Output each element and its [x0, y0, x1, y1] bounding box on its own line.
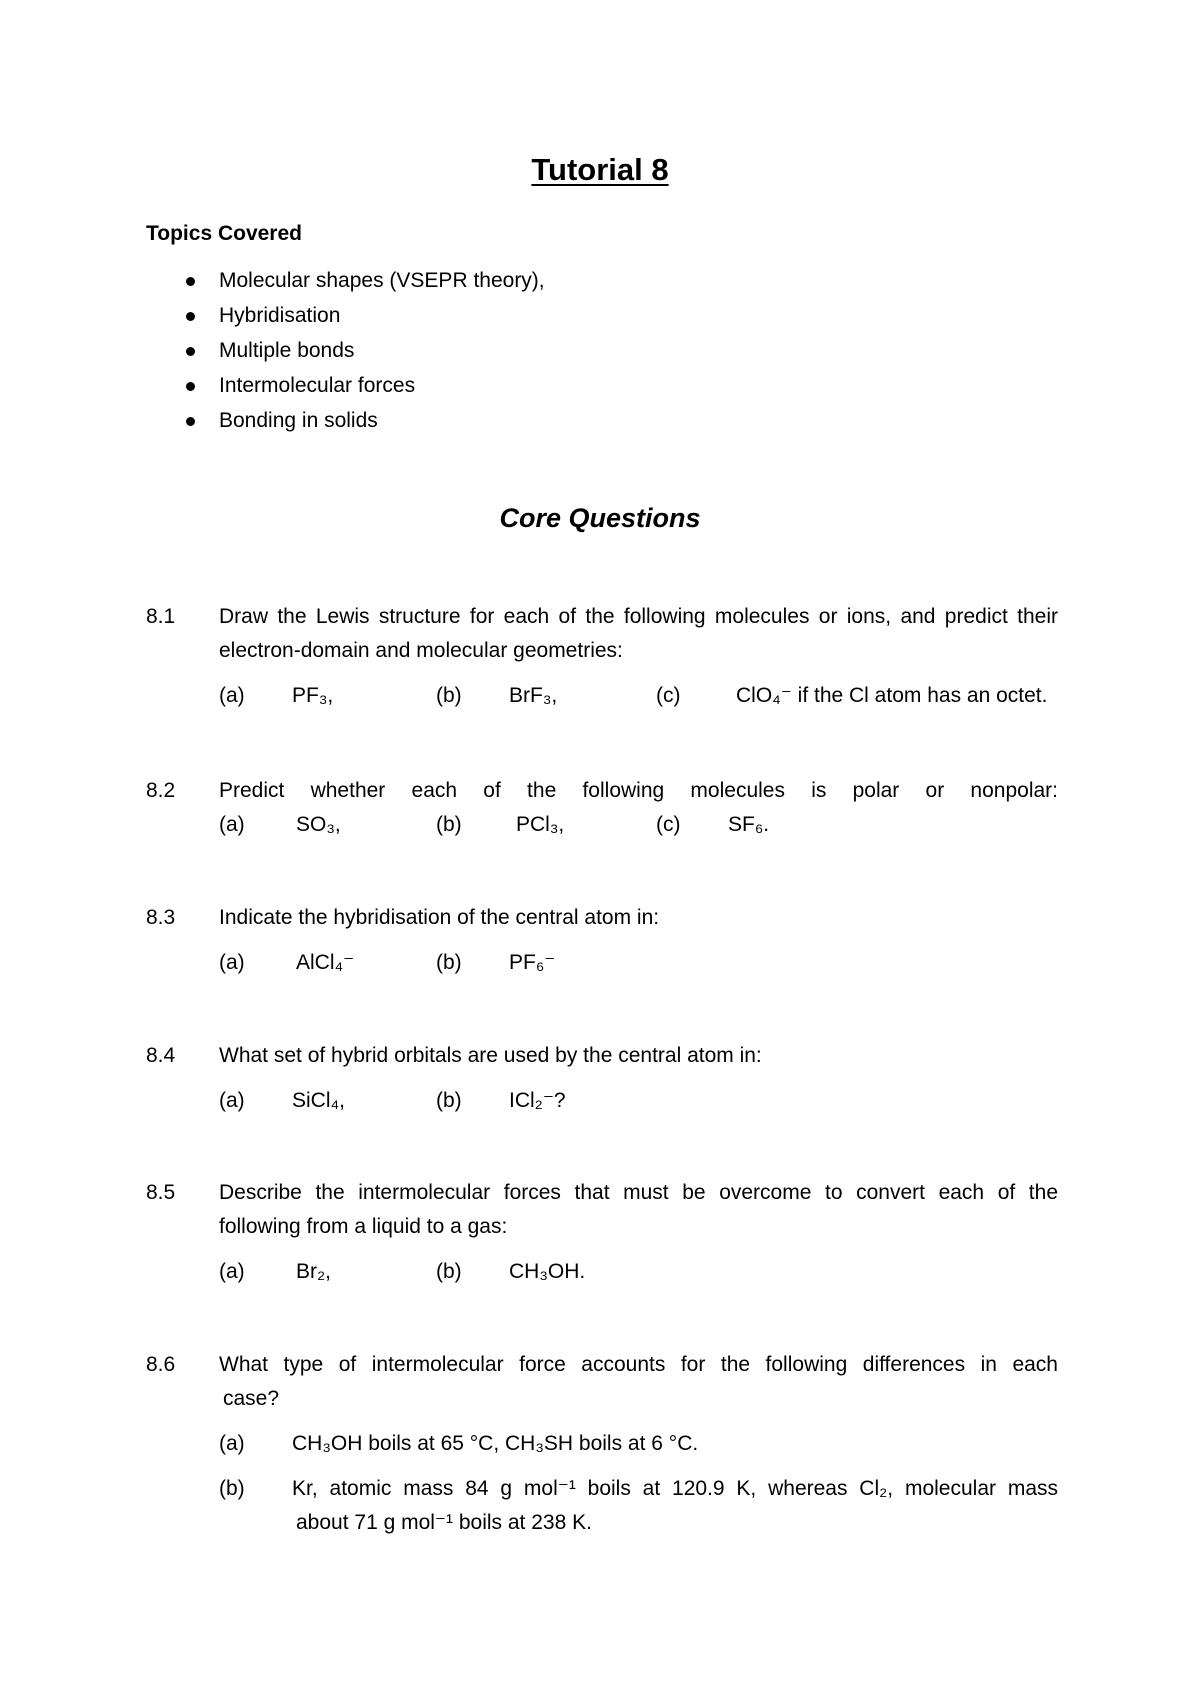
topic-item — [146, 406, 545, 441]
option-label: (c) — [656, 813, 681, 836]
topic-text: Bonding in solids — [219, 409, 378, 432]
option-label: (b) — [436, 1260, 462, 1283]
sub-question-b — [146, 1472, 1058, 1540]
page-title — [0, 150, 1200, 190]
option-value: ICl₂⁻? — [509, 1089, 566, 1112]
topic-text: Hybridisation — [219, 304, 341, 327]
sub-question-label: (a) — [219, 1432, 245, 1455]
topic-item — [146, 336, 545, 371]
option-label: (b) — [436, 684, 462, 707]
bullet-icon — [186, 417, 195, 426]
topic-item — [146, 266, 545, 301]
sub-question-label: (b) — [219, 1477, 245, 1500]
topic-text: Multiple bonds — [219, 339, 355, 362]
bullet-icon — [186, 382, 195, 391]
option-value: ClO₄⁻ if the Cl atom has an octet. — [736, 684, 1048, 707]
topic-text: Intermolecular forces — [219, 374, 416, 397]
topic-item — [146, 301, 545, 336]
option-label: (b) — [436, 813, 462, 836]
option-value: SO₃, — [296, 813, 341, 836]
question-number: 8.5 — [146, 1181, 176, 1204]
option-label: (a) — [219, 813, 245, 836]
option-value: PCl₃, — [516, 813, 565, 836]
question-8-1 — [146, 600, 1058, 713]
question-text: What set of hybrid orbitals are used by the central atom in: — [219, 1044, 762, 1067]
option-value: PF₃, — [292, 684, 334, 707]
question-text: Indicate the hybridisation of the central atom in: — [219, 906, 660, 929]
bullet-icon — [186, 277, 195, 286]
option-label: (a) — [219, 684, 245, 707]
question-text-line: following from a liquid to a gas: — [219, 1215, 508, 1238]
question-text-line: Draw the Lewis structure for each of the following molecules or ions, and predict their — [219, 605, 1058, 628]
bullet-icon — [186, 312, 195, 321]
topics-list — [146, 266, 545, 441]
option-value: AlCl₄⁻ — [296, 951, 355, 974]
section-heading: Core Questions — [499, 503, 701, 533]
bullet-icon — [186, 347, 195, 356]
option-value: SF₆. — [728, 813, 770, 836]
options-row — [146, 1255, 1058, 1289]
question-text-line: electron-domain and molecular geometries: — [219, 639, 623, 662]
question-number: 8.4 — [146, 1044, 176, 1067]
question-8-3 — [146, 901, 1058, 980]
sub-question-a — [146, 1427, 1058, 1461]
question-8-4 — [146, 1039, 1058, 1118]
options-row — [146, 679, 1058, 713]
options-row — [146, 1084, 1058, 1118]
option-label: (a) — [219, 951, 245, 974]
question-8-5 — [146, 1176, 1058, 1289]
question-text-line: Describe the intermolecular forces that must be overcome to convert each of the — [219, 1181, 1058, 1204]
question-text-line: case? — [223, 1387, 280, 1410]
question-text: Predict whether each of the following molecules is polar or nonpolar: — [219, 779, 1058, 802]
options-row — [146, 946, 1058, 980]
option-value: Br₂, — [296, 1260, 331, 1283]
topics-heading: Topics Covered — [146, 222, 302, 245]
option-label: (a) — [219, 1260, 245, 1283]
option-label: (c) — [656, 684, 681, 707]
sub-question-text-line: about 71 g mol⁻¹ boils at 238 K. — [296, 1511, 592, 1534]
topic-text: Molecular shapes (VSEPR theory), — [219, 269, 545, 292]
option-value: CH₃OH. — [509, 1260, 586, 1283]
option-value: PF₆⁻ — [509, 951, 556, 974]
question-number: 8.3 — [146, 906, 176, 929]
question-number: 8.6 — [146, 1353, 176, 1376]
question-8-6 — [146, 1348, 1058, 1540]
title-text: Tutorial 8 — [531, 152, 669, 187]
topic-item — [146, 371, 545, 406]
option-value: BrF₃, — [509, 684, 558, 707]
question-number: 8.1 — [146, 605, 176, 628]
question-8-2 — [146, 774, 1058, 842]
option-value: SiCl₄, — [292, 1089, 345, 1112]
option-label: (b) — [436, 951, 462, 974]
option-label: (a) — [219, 1089, 245, 1112]
sub-question-text: CH₃OH boils at 65 °C, CH₃SH boils at 6 °C. — [292, 1432, 699, 1455]
options-row — [146, 808, 1058, 842]
question-text-line: What type of intermolecular force accounts for the following differences in each — [219, 1353, 1058, 1376]
option-label: (b) — [436, 1089, 462, 1112]
sub-question-text-line: Kr, atomic mass 84 g mol⁻¹ boils at 120.9 K, whereas Cl₂, molecular mass — [292, 1477, 1058, 1500]
question-number: 8.2 — [146, 779, 176, 802]
